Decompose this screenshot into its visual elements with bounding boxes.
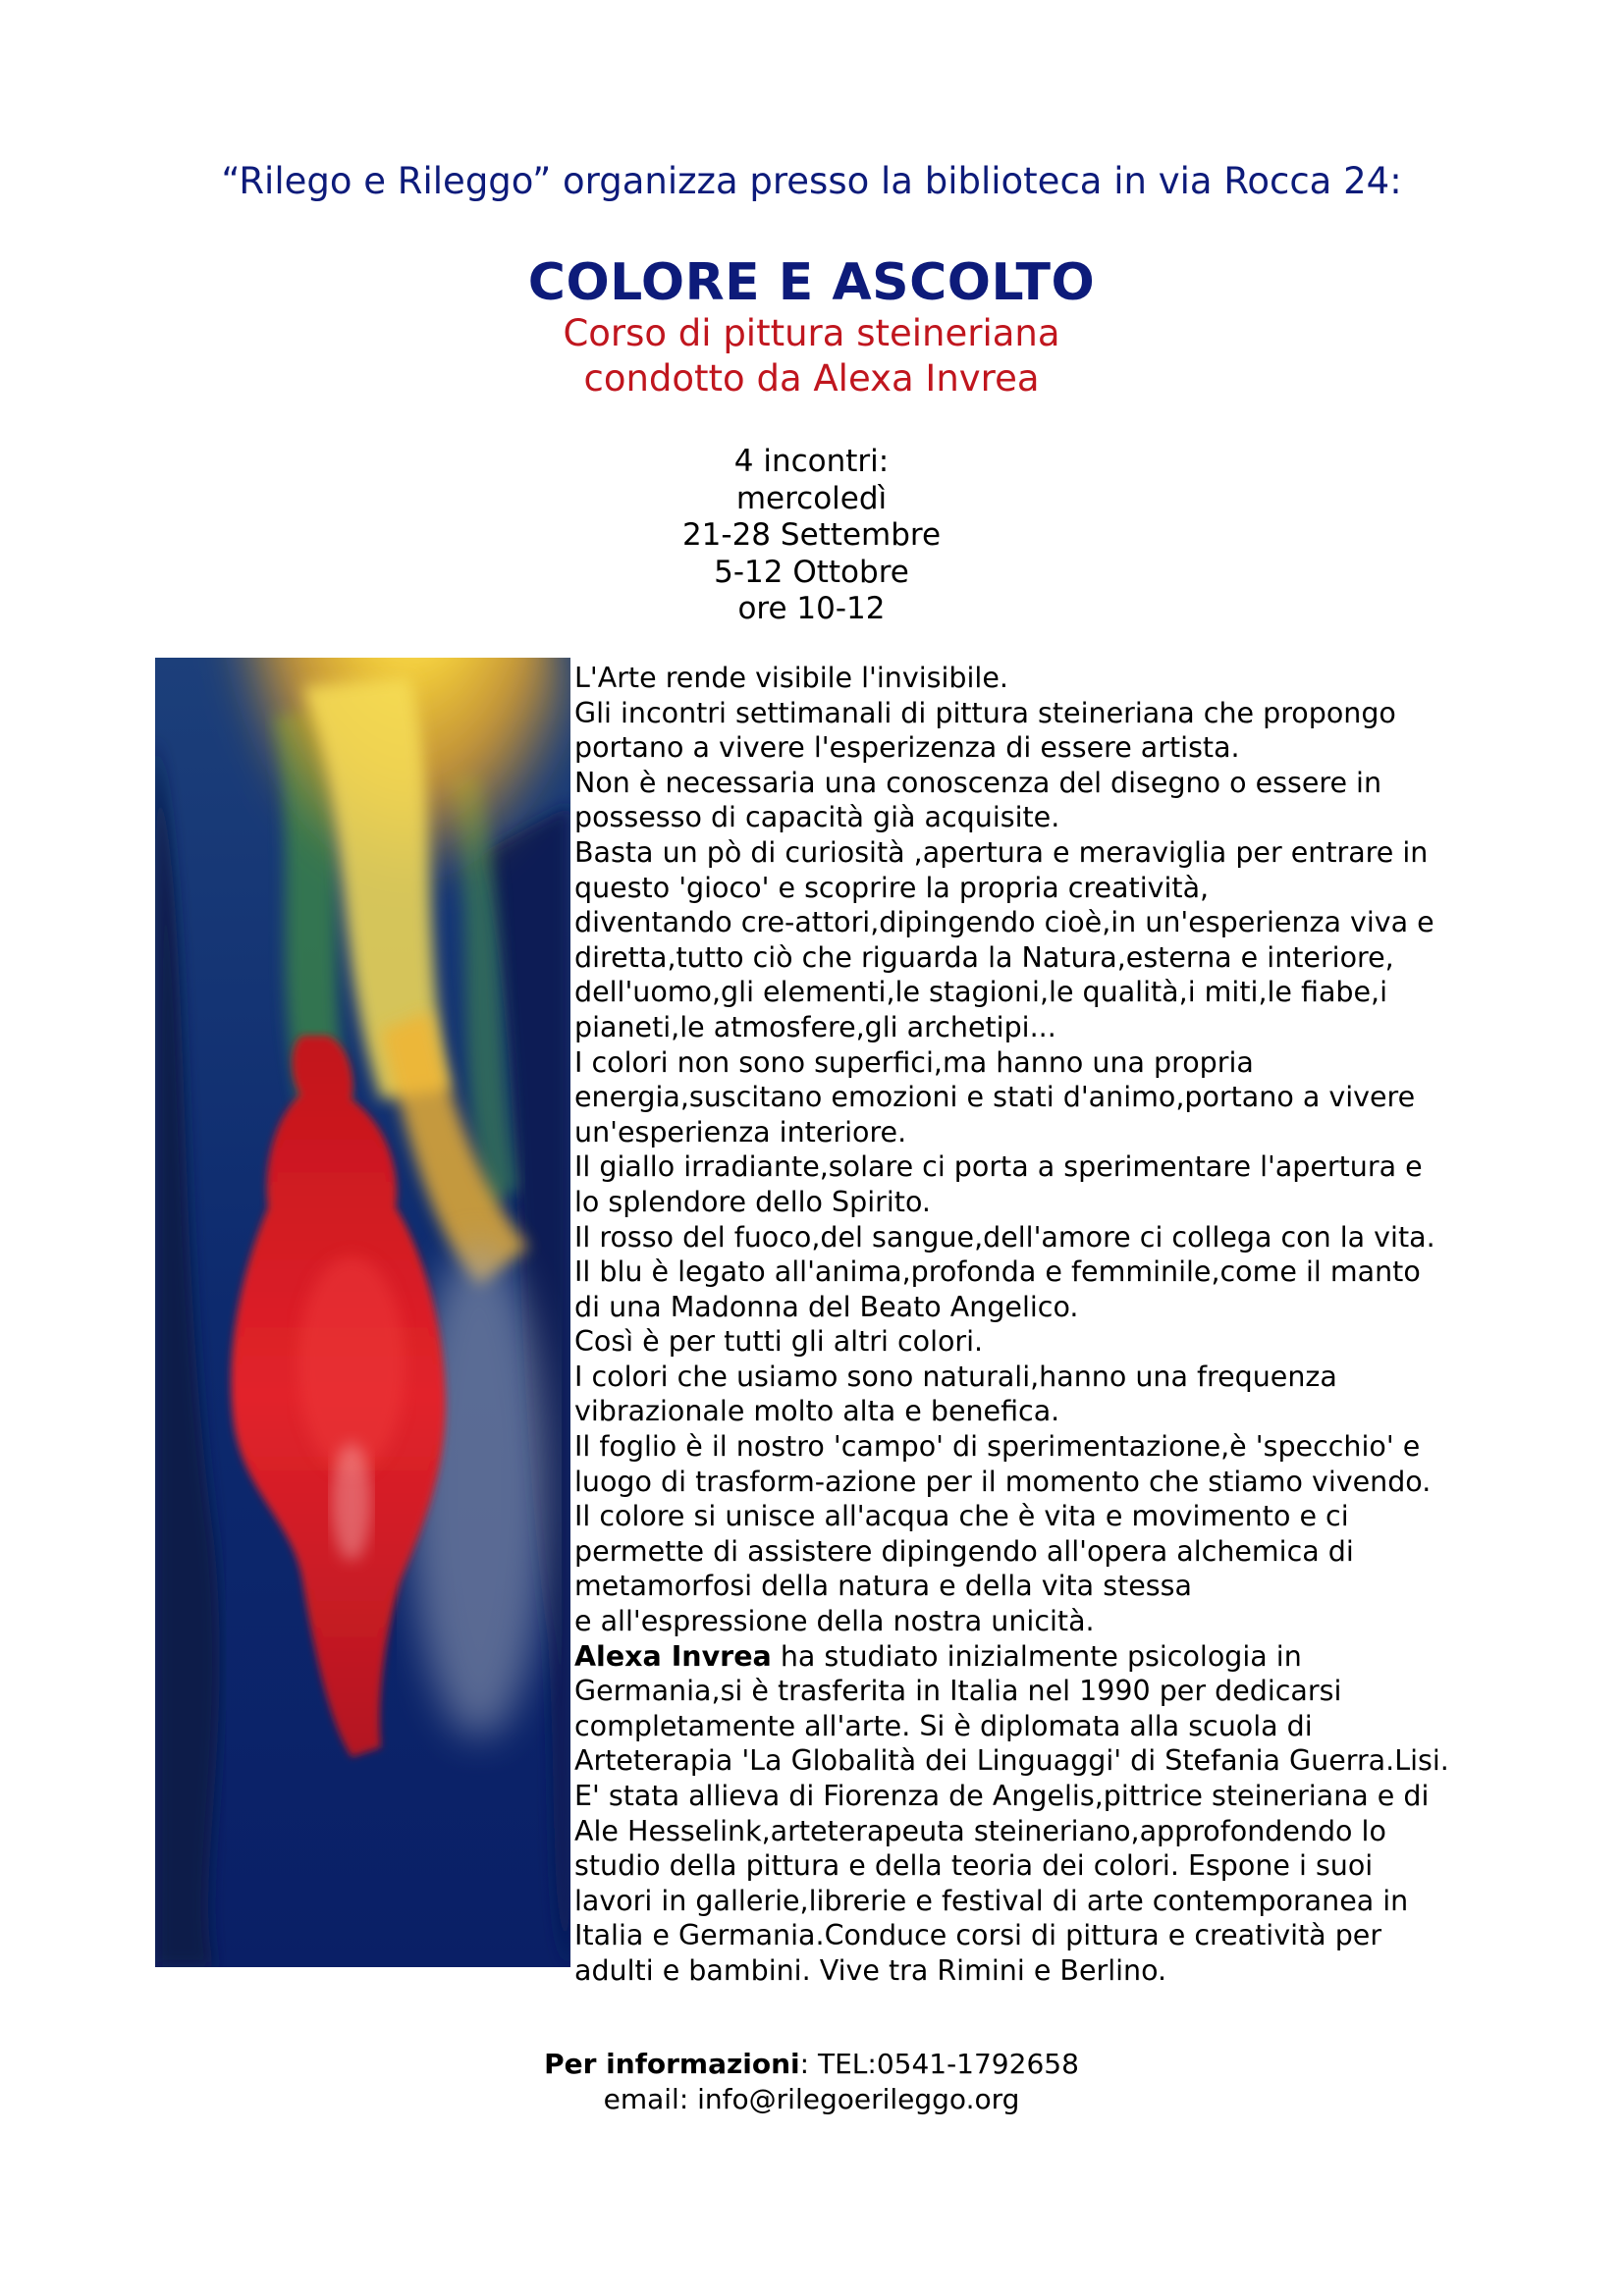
subtitle-line-2: condotto da Alexa Invrea xyxy=(583,357,1040,400)
painting-image xyxy=(155,658,570,1967)
text-line: metamorfosi della natura e della vita stessa xyxy=(574,1570,1192,1603)
schedule-line: 5-12 Ottobre xyxy=(714,554,909,590)
text-line: diventando cre-attori,dipingendo cioè,in un'esperienza viva e xyxy=(574,906,1434,939)
text-line: lo splendore dello Spirito. xyxy=(574,1185,931,1218)
text-line: permette di assistere dipingendo all'opera alchemica di xyxy=(574,1534,1354,1568)
bio-line: Arteterapia 'La Globalità dei Linguaggi' di Stefania Guerra.Lisi. xyxy=(574,1744,1449,1778)
bio-name: Alexa Invrea xyxy=(574,1639,772,1673)
schedule-line: mercoledì xyxy=(735,480,888,516)
text-line: L'Arte rende visibile l'invisibile. xyxy=(574,662,1008,694)
intro-line: “Rilego e Rileggo” organizza presso la biblioteca in via Rocca 24: xyxy=(221,160,1402,202)
text-line: I colori che usiamo sono naturali,hanno una frequenza xyxy=(574,1360,1337,1393)
schedule-block xyxy=(0,444,1623,628)
text-line: e all'espressione della nostra unicità. xyxy=(574,1605,1095,1638)
description-text xyxy=(574,661,1610,1989)
bio-line: Germania,si è trasferita in Italia nel 1990 per dedicarsi xyxy=(574,1675,1342,1708)
text-line: Il giallo irradiante,solare ci porta a sperimentare l'apertura e xyxy=(574,1150,1423,1184)
text-line: un'esperienza interiore. xyxy=(574,1115,907,1148)
text-line: I colori non sono superfici,ma hanno una propria xyxy=(574,1045,1254,1079)
text-line: Il rosso del fuoco,del sangue,dell'amore ci collega con la vita. xyxy=(574,1220,1435,1254)
text-line: dell'uomo,gli elementi,le stagioni,le qualità,i miti,le fiabe,i xyxy=(574,976,1388,1009)
text-line: di una Madonna del Beato Angelico. xyxy=(574,1290,1079,1323)
text-line: possesso di capacità già acquisite. xyxy=(574,801,1060,834)
text-line: energia,suscitano emozioni e stati d'animo,portano a vivere xyxy=(574,1081,1416,1114)
bio-line: E' stata allieva di Fiorenza de Angelis,pittrice steineriana e di xyxy=(574,1780,1430,1812)
event-title: COLORE E ASCOLTO xyxy=(527,253,1096,312)
bio-first-line xyxy=(574,1639,1610,1675)
contact-phone-line xyxy=(0,2048,1623,2080)
schedule-line: 4 incontri: xyxy=(733,444,890,479)
subtitle-line-1: Corso di pittura steineriana xyxy=(563,312,1060,354)
text-line: Gli incontri settimanali di pittura steineriana che propongo xyxy=(574,696,1396,729)
bio-line: Ale Hesselink,arteterapeuta steineriano,approfondendo lo xyxy=(574,1814,1386,1847)
schedule-line: 21-28 Settembre xyxy=(681,517,942,553)
text-line: diretta,tutto ciò che riguarda la Natura,esterna e interiore, xyxy=(574,940,1394,974)
schedule-line: ore 10-12 xyxy=(737,591,886,626)
text-line: luogo di trasform-azione per il momento che stiamo vivendo. xyxy=(574,1465,1432,1498)
text-line: Basta un pò di curiosità ,apertura e meraviglia per entrare in xyxy=(574,835,1429,869)
bio-line: completamente all'arte. Si è diplomata alla scuola di xyxy=(574,1709,1313,1742)
contact-label: Per informazioni xyxy=(544,2048,800,2080)
text-line: questo 'gioco' e scoprire la propria creatività, xyxy=(574,871,1210,904)
contact-email: email: info@rilegoerileggo.org xyxy=(603,2083,1020,2115)
bio-line: lavori in gallerie,librerie e festival di arte contemporanea in xyxy=(574,1884,1409,1917)
text-line: Così è per tutti gli altri colori. xyxy=(574,1325,984,1359)
contact-phone: : TEL:0541-1792658 xyxy=(799,2048,1079,2080)
text-line: Non è necessaria una conoscenza del disegno o essere in xyxy=(574,766,1382,799)
text-line: portano a vivere l'esperizenza di essere artista. xyxy=(574,731,1240,765)
bio-line: studio della pittura e della teoria dei colori. Espone i suoi xyxy=(574,1849,1374,1883)
text-line: vibrazionale molto alta e benefica. xyxy=(574,1395,1060,1428)
text-line: pianeti,le atmosfere,gli archetipi... xyxy=(574,1010,1056,1043)
bio-line: Italia e Germania.Conduce corsi di pittura e creatività per xyxy=(574,1919,1382,1952)
text-line: Il colore si unisce all'acqua che è vita e movimento e ci xyxy=(574,1500,1349,1533)
bio-line: adulti e bambini. Vive tra Rimini e Berlino. xyxy=(574,1953,1167,1987)
text-line: Il foglio è il nostro 'campo' di sperimentazione,è 'specchio' e xyxy=(574,1430,1421,1464)
bio-first-rest: ha studiato inizialmente psicologia in xyxy=(771,1639,1302,1673)
text-line: Il blu è legato all'anima,profonda e femminile,come il manto xyxy=(574,1255,1421,1289)
